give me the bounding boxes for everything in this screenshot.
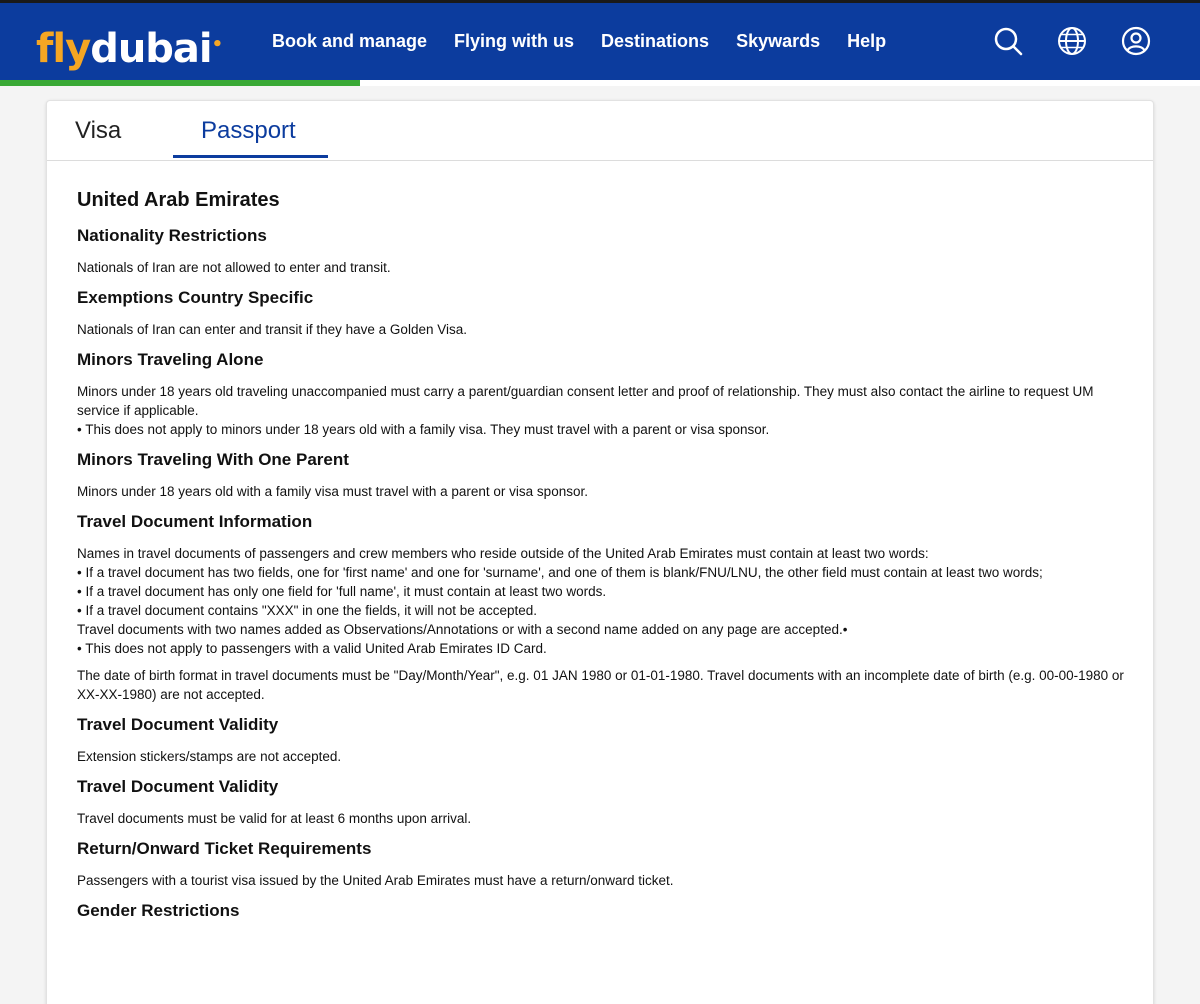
body-line: • This does not apply to minors under 18 years old with a family visa. They must travel with a parent or visa sponsor. (77, 422, 770, 437)
logo-dot: • (211, 34, 223, 55)
section-body (77, 747, 1127, 766)
body-line: Nationals of Iran are not allowed to enter and transit. (77, 260, 391, 275)
body-line: Minors under 18 years old with a family visa must travel with a parent or visa sponsor. (77, 484, 588, 499)
section-title: Travel Document Validity (77, 777, 279, 796)
country-heading: United Arab Emirates (77, 189, 280, 211)
main-nav (272, 31, 913, 52)
tab-visa[interactable]: Visa (75, 117, 122, 144)
body-line: Travel documents must be valid for at least 6 months upon arrival. (77, 811, 472, 826)
passport-requirements-content (77, 189, 1127, 933)
body-line: The date of birth format in travel documents must be "Day/Month/Year", e.g. 01 JAN 1980 or 01-01-1980. Travel documents with an incomplete date of birth (e.g. 00-00-1980 or XX-XX-1980) are not accepted. (77, 668, 1124, 702)
user-account-icon[interactable] (1120, 25, 1152, 57)
search-icon[interactable] (992, 25, 1024, 57)
nav-skywards[interactable]: Skywards (736, 31, 821, 51)
body-line: Extension stickers/stamps are not accepted. (77, 749, 342, 764)
flydubai-logo[interactable] (36, 21, 222, 73)
section-body (77, 482, 1127, 501)
nav-flying-with-us[interactable]: Flying with us (454, 31, 575, 51)
section-title: Travel Document Validity (77, 715, 279, 734)
top-navigation-bar (0, 0, 1200, 80)
section-body (77, 258, 1127, 277)
section-title: Nationality Restrictions (77, 226, 267, 245)
section-title: Exemptions Country Specific (77, 288, 314, 307)
body-line: • This does not apply to passengers with a valid United Arab Emirates ID Card. (77, 641, 547, 656)
body-line: Travel documents with two names added as Observations/Annotations or with a second name added on any page are accepted.• (77, 622, 848, 637)
header-accent-stripe (0, 80, 360, 86)
body-line: • If a travel document has two fields, one for 'first name' and one for 'surname', and one of them is blank/FNU/LNU, the other field must contain at least two words; (77, 565, 1043, 580)
section-title: Minors Traveling Alone (77, 350, 264, 369)
section-body (77, 809, 1127, 828)
body-line: Minors under 18 years old traveling unaccompanied must carry a parent/guardian consent letter and proof of relationship. They must also contact the airline to request UM service if applicable. (77, 384, 1094, 418)
globe-icon[interactable] (1056, 25, 1088, 57)
section-body (77, 544, 1127, 704)
nav-help[interactable]: Help (847, 31, 887, 51)
section-title: Travel Document Information (77, 512, 313, 531)
section-title: Minors Traveling With One Parent (77, 450, 349, 469)
logo-fly-text: fly (36, 26, 91, 72)
logo-dubai-text: dubai (90, 26, 212, 72)
tab-bar (47, 101, 1153, 161)
body-line: Names in travel documents of passengers and crew members who reside outside of the United Arab Emirates must contain at least two words: (77, 546, 929, 561)
section-body (77, 320, 1127, 339)
nav-destinations[interactable]: Destinations (601, 31, 710, 51)
nav-book-and-manage[interactable]: Book and manage (272, 31, 428, 51)
active-tab-indicator (173, 155, 328, 158)
body-line: • If a travel document contains "XXX" in one the fields, it will not be accepted. (77, 603, 538, 618)
tab-passport[interactable]: Passport (201, 117, 296, 144)
body-line: • If a travel document has only one field for 'full name', it must contain at least two words. (77, 584, 607, 599)
body-line: Nationals of Iran can enter and transit if they have a Golden Visa. (77, 322, 467, 337)
section-body (77, 871, 1127, 890)
section-body (77, 382, 1127, 439)
requirements-card (46, 100, 1154, 1004)
section-title: Return/Onward Ticket Requirements (77, 839, 372, 858)
section-title: Gender Restrictions (77, 901, 240, 920)
body-line: Passengers with a tourist visa issued by the United Arab Emirates must have a return/onward ticket. (77, 873, 674, 888)
header-icons (992, 25, 1152, 57)
